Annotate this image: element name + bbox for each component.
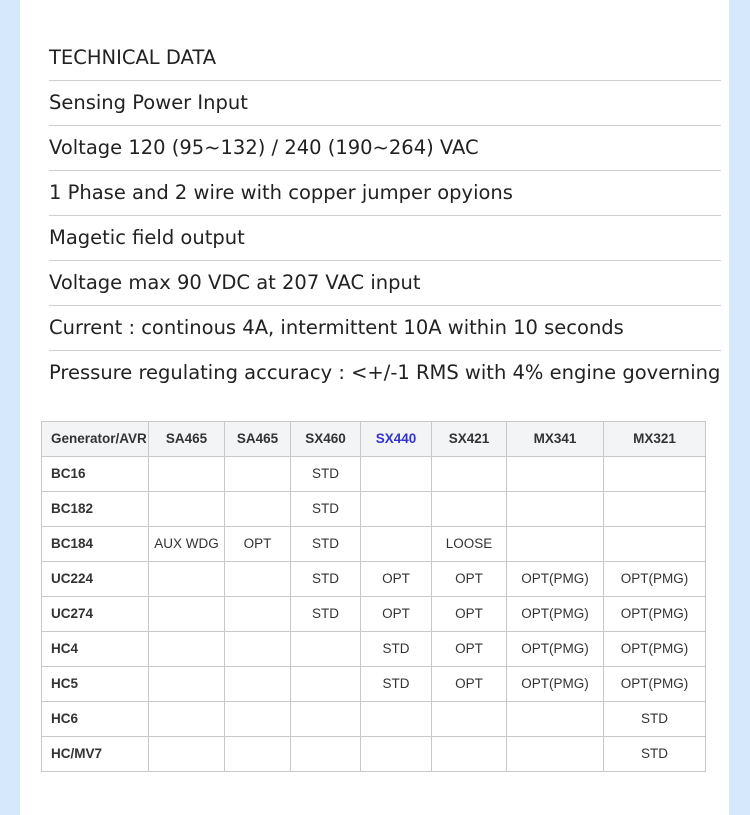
table-cell <box>149 667 225 702</box>
table-cell <box>507 702 604 737</box>
table-cell <box>149 457 225 492</box>
table-cell <box>361 702 432 737</box>
table-cell: STD <box>361 667 432 702</box>
row-header: HC/MV7 <box>42 737 149 772</box>
table-cell: STD <box>291 492 361 527</box>
table-cell: STD <box>604 702 706 737</box>
column-header: SX421 <box>432 422 507 457</box>
table-cell <box>604 492 706 527</box>
table-cell <box>604 527 706 562</box>
table-cell <box>225 632 291 667</box>
row-header: UC274 <box>42 597 149 632</box>
table-cell <box>149 632 225 667</box>
table-cell <box>507 492 604 527</box>
table-row <box>42 632 706 667</box>
table-cell <box>225 492 291 527</box>
row-header: HC5 <box>42 667 149 702</box>
table-cell <box>225 737 291 772</box>
table-row <box>42 457 706 492</box>
table-cell <box>507 457 604 492</box>
table-cell: STD <box>291 597 361 632</box>
table-cell: OPT <box>432 667 507 702</box>
table-cell <box>149 737 225 772</box>
table-cell: OPT(PMG) <box>604 562 706 597</box>
spec-line: Sensing Power Input <box>49 81 721 126</box>
table-cell <box>361 737 432 772</box>
spec-line: Current : continous 4A, intermittent 10A within 10 seconds <box>49 306 721 351</box>
table-cell <box>361 492 432 527</box>
table-cell <box>361 527 432 562</box>
table-cell <box>225 597 291 632</box>
table-cell: OPT <box>361 562 432 597</box>
column-header: SX460 <box>291 422 361 457</box>
row-header: BC184 <box>42 527 149 562</box>
table-cell: OPT <box>361 597 432 632</box>
table-cell <box>291 737 361 772</box>
compatibility-table <box>41 421 706 772</box>
row-header: UC224 <box>42 562 149 597</box>
table-cell: STD <box>361 632 432 667</box>
content-sheet <box>20 0 729 815</box>
table-cell <box>291 667 361 702</box>
table-row <box>42 702 706 737</box>
table-cell <box>225 562 291 597</box>
table-cell: OPT <box>432 632 507 667</box>
table-cell <box>149 562 225 597</box>
row-header: HC6 <box>42 702 149 737</box>
table-row <box>42 527 706 562</box>
table-cell: OPT(PMG) <box>507 667 604 702</box>
table-cell <box>432 702 507 737</box>
table-cell <box>432 492 507 527</box>
table-cell: STD <box>291 457 361 492</box>
column-header: Generator/AVR <box>42 422 149 457</box>
table-row <box>42 562 706 597</box>
spec-line: Voltage 120 (95~132) / 240 (190~264) VAC <box>49 126 721 171</box>
technical-data-list <box>49 36 721 395</box>
row-header: BC16 <box>42 457 149 492</box>
spec-heading: TECHNICAL DATA <box>49 36 721 81</box>
table-cell: LOOSE <box>432 527 507 562</box>
column-header: MX321 <box>604 422 706 457</box>
table-row <box>42 737 706 772</box>
table-cell <box>432 457 507 492</box>
table-row <box>42 597 706 632</box>
table-cell: AUX WDG <box>149 527 225 562</box>
table-cell <box>149 597 225 632</box>
table-cell: OPT(PMG) <box>507 632 604 667</box>
table-cell <box>225 667 291 702</box>
table-cell: STD <box>291 527 361 562</box>
table-cell: OPT(PMG) <box>604 667 706 702</box>
row-header: BC182 <box>42 492 149 527</box>
table-cell: STD <box>291 562 361 597</box>
spec-line: 1 Phase and 2 wire with copper jumper opyions <box>49 171 721 216</box>
table-cell: OPT <box>225 527 291 562</box>
table-cell <box>149 702 225 737</box>
table-cell <box>225 702 291 737</box>
column-header: MX341 <box>507 422 604 457</box>
column-header: SA465 <box>225 422 291 457</box>
table-row <box>42 492 706 527</box>
spec-line: Pressure regulating accuracy : <+/-1 RMS with 4% engine governing <box>49 361 721 384</box>
table-cell <box>291 702 361 737</box>
spec-line: Voltage max 90 VDC at 207 VAC input <box>49 261 721 306</box>
table-cell <box>291 632 361 667</box>
table-cell: OPT(PMG) <box>604 632 706 667</box>
table-cell: OPT <box>432 597 507 632</box>
table-cell <box>507 527 604 562</box>
table-cell: OPT <box>432 562 507 597</box>
row-header: HC4 <box>42 632 149 667</box>
spec-line: Magetic field output <box>49 216 721 261</box>
table-cell: OPT(PMG) <box>507 597 604 632</box>
table-cell <box>507 737 604 772</box>
column-header-link[interactable]: SX440 <box>361 422 432 457</box>
table-cell <box>149 492 225 527</box>
column-header: SA465 <box>149 422 225 457</box>
table-cell: OPT(PMG) <box>604 597 706 632</box>
table-cell <box>225 457 291 492</box>
table-cell <box>432 737 507 772</box>
table-row <box>42 667 706 702</box>
table-cell <box>604 457 706 492</box>
table-cell: OPT(PMG) <box>507 562 604 597</box>
table-cell: STD <box>604 737 706 772</box>
table-header-row <box>42 422 706 457</box>
table-cell <box>361 457 432 492</box>
